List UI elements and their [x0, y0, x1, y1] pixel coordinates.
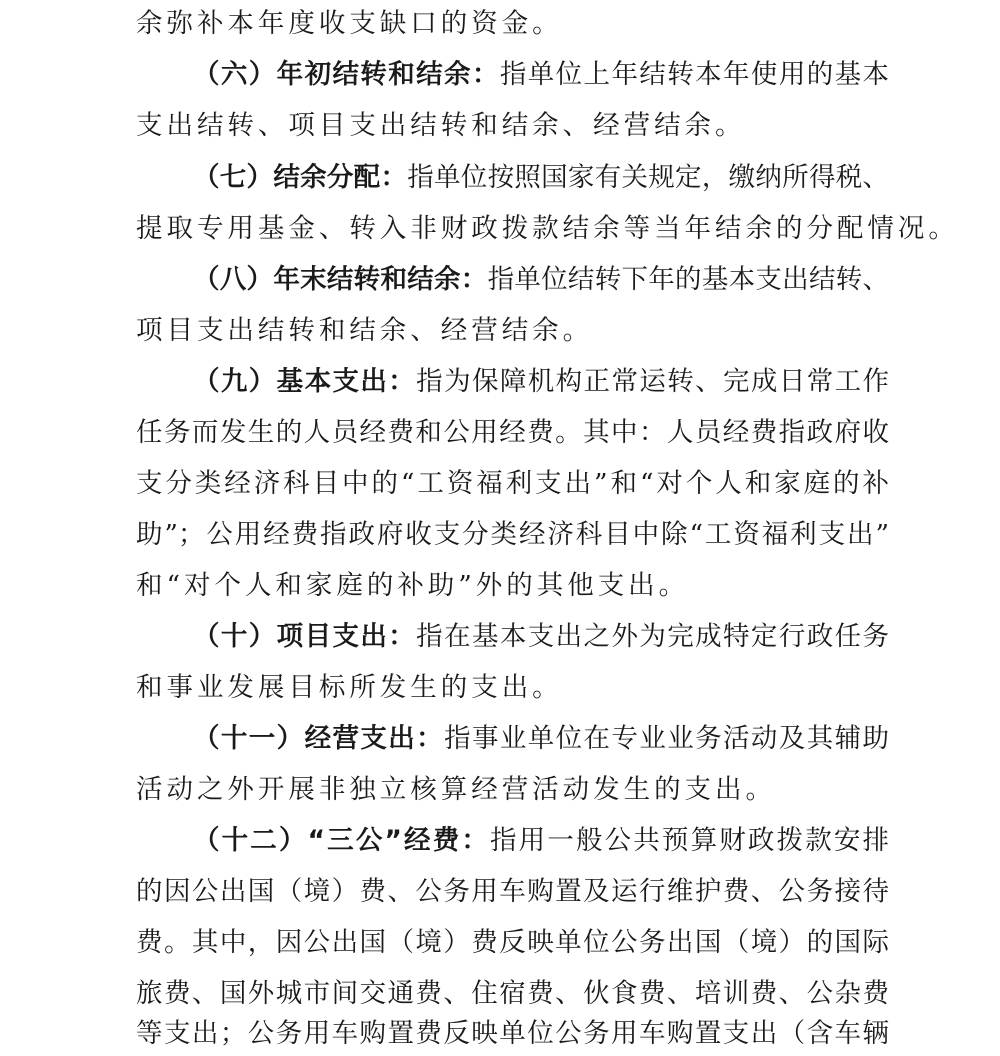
- term-heading: （八）年末结转和结余：: [193, 264, 488, 295]
- line-text: 项目支出结转和结余、经营结余。: [136, 315, 594, 346]
- line-text: 指单位按照国家有关规定，缴纳所得税、: [407, 162, 890, 193]
- paragraph-line: [136, 972, 889, 1016]
- line-text: 支出结转、项目支出结转和结余、经营结余。: [136, 110, 746, 141]
- paragraph-line: [136, 513, 889, 557]
- paragraph-line: [193, 819, 889, 863]
- paragraph-line: [136, 921, 889, 965]
- paragraph-line: [136, 309, 593, 353]
- line-text: 余弥补本年度收支缺口的资金。: [136, 8, 563, 39]
- paragraph-line: [136, 768, 776, 812]
- paragraph-line: [193, 53, 889, 97]
- term-heading: （十）项目支出：: [193, 621, 417, 652]
- paragraph-line: [193, 258, 889, 302]
- line-text: 支分类经济科目中的“工资福利支出”和“对个人和家庭的补: [136, 468, 889, 499]
- term-heading: （六）年初结转和结余：: [193, 59, 500, 90]
- paragraph-line: [136, 104, 746, 148]
- paragraph-line: [136, 411, 889, 455]
- line-text: 旅费、国外城市间交通费、住宿费、伙食费、培训费、公杂费: [136, 978, 889, 1009]
- term-heading: （十二）“三公”经费：: [193, 825, 491, 856]
- line-text: 等支出；公务用车购置费反映单位公务用车购置支出（含车辆: [136, 1018, 889, 1049]
- line-text: 指为保障机构正常运转、完成日常工作: [416, 366, 890, 397]
- paragraph-line: [193, 717, 889, 761]
- line-text: 任务而发生的人员经费和公用经费。其中：人员经费指政府收: [136, 417, 889, 448]
- line-text: 提取专用基金、转入非财政拨款结余等当年结余的分配情况。: [136, 213, 959, 244]
- line-text: 指在基本支出之外为完成特定行政任务: [416, 621, 890, 652]
- line-text: 指单位结转下年的基本支出结转、: [487, 264, 890, 295]
- term-heading: （十一）经营支出：: [193, 723, 445, 754]
- line-text: 和“对个人和家庭的补助”外的其他支出。: [136, 570, 690, 601]
- paragraph-line: [136, 2, 563, 46]
- paragraph-line: [193, 156, 889, 200]
- paragraph-line: [136, 207, 959, 251]
- line-text: 指单位上年结转本年使用的基本: [499, 59, 890, 90]
- paragraph-line: [136, 666, 563, 710]
- term-heading: （七）结余分配：: [193, 162, 408, 193]
- line-text: 费。其中，因公出国（境）费反映单位公务出国（境）的国际: [136, 927, 889, 958]
- paragraph-line: [136, 1012, 889, 1056]
- paragraph-line: [193, 360, 889, 404]
- line-text: 的因公出国（境）费、公务用车购置及运行维护费、公务接待: [136, 876, 889, 907]
- paragraph-line: [136, 462, 889, 506]
- paragraph-line: [136, 564, 689, 608]
- paragraph-line: [193, 615, 889, 659]
- line-text: 助”；公用经费指政府收支分类经济科目中除“工资福利支出”: [136, 519, 889, 550]
- line-text: 活动之外开展非独立核算经营活动发生的支出。: [136, 774, 776, 805]
- line-text: 指事业单位在专业业务活动及其辅助: [444, 723, 889, 754]
- line-text: 指用一般公共预算财政拨款安排: [490, 825, 889, 856]
- line-text: 和事业发展目标所发生的支出。: [136, 672, 563, 703]
- paragraph-line: [136, 870, 889, 914]
- term-heading: （九）基本支出：: [193, 366, 417, 397]
